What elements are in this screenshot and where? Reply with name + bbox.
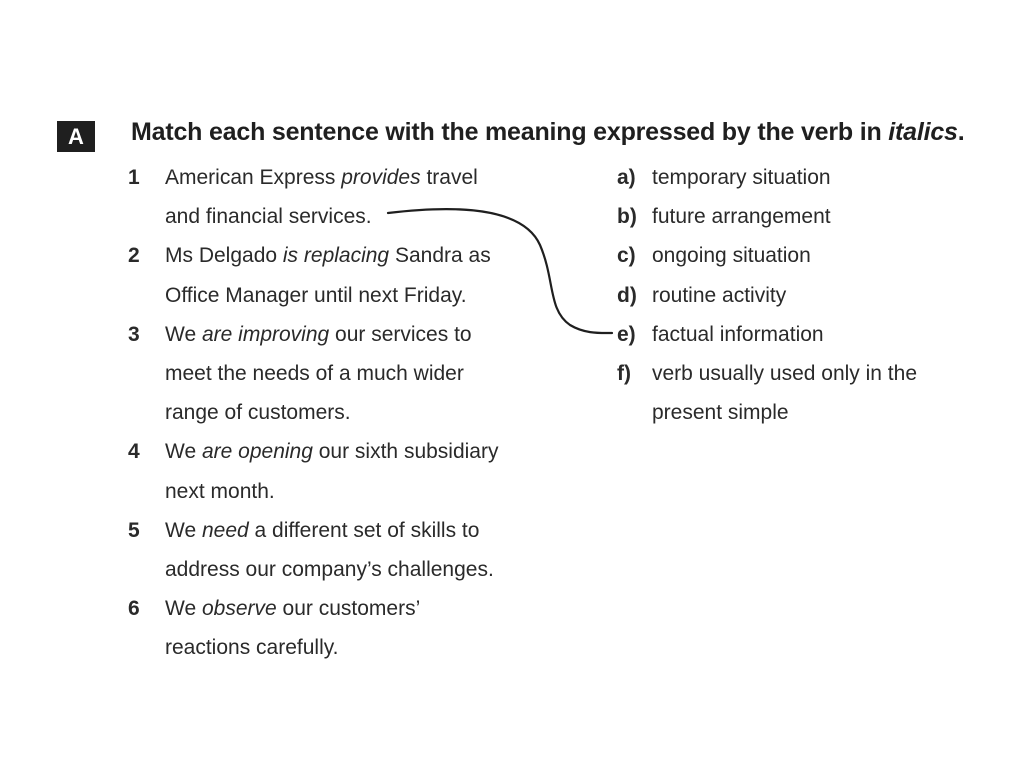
- sentence-text: address our company’s challenges.: [165, 558, 494, 581]
- sentence-text: next month.: [165, 479, 275, 503]
- meaning-letter: f): [617, 362, 631, 385]
- sentence-number: 5: [128, 518, 140, 542]
- exercise-label: A: [68, 123, 84, 149]
- italic-verb: is replacing: [282, 244, 390, 268]
- meaning-letter: b): [617, 205, 637, 229]
- sentence-text: our services to: [329, 322, 472, 346]
- meaning-letter: a): [617, 166, 636, 189]
- sentence-number: 2: [128, 244, 140, 268]
- instruction-italic-word: italics: [888, 118, 958, 146]
- sentence-text: American Express: [165, 166, 342, 189]
- meaning-text: routine activity: [652, 283, 787, 307]
- sentence-text: our customers’: [276, 597, 421, 621]
- meaning-text: ongoing situation: [652, 244, 811, 268]
- sentence-text: We: [165, 518, 202, 542]
- sentence-text: meet the needs of a much wider: [165, 362, 464, 385]
- sentence-text: travel: [420, 166, 478, 189]
- sentence-text: and financial services.: [165, 205, 372, 229]
- meaning-letter: e): [617, 322, 636, 346]
- meaning-text: temporary situation: [652, 166, 831, 189]
- sentence-text: Sandra as: [389, 244, 491, 268]
- sentence-text: our sixth subsidiary: [312, 440, 499, 464]
- meaning-text: future arrangement: [652, 205, 831, 229]
- instruction-text: Match each sentence with the meaning expressed by the verb in: [131, 118, 889, 146]
- sentence-text: a different set of skills to: [248, 518, 480, 542]
- sentence-number: 3: [128, 322, 140, 346]
- sentence-text: We: [165, 440, 202, 464]
- sentence-text: We: [165, 597, 202, 621]
- sentence-text: reactions carefully.: [165, 636, 339, 660]
- sentence-text: Ms Delgado: [165, 244, 283, 268]
- meaning-letter: c): [617, 244, 636, 268]
- sentence-text: range of customers.: [165, 401, 351, 425]
- sentence-number: 4: [128, 440, 140, 464]
- sentence-number: 6: [128, 597, 140, 621]
- italic-verb: need: [201, 518, 249, 542]
- sentence-number: 1: [128, 166, 140, 189]
- meaning-text: factual information: [652, 322, 824, 346]
- sentence-text: Office Manager until next Friday.: [165, 283, 467, 307]
- italic-verb: observe: [201, 597, 277, 621]
- instruction-period: .: [957, 118, 965, 146]
- meaning-text: present simple: [652, 401, 789, 425]
- sentence-text: We: [165, 322, 202, 346]
- italic-verb: provides: [341, 166, 421, 189]
- meaning-text: verb usually used only in the: [652, 362, 917, 385]
- meaning-letter: d): [617, 283, 637, 307]
- italic-verb: are opening: [201, 440, 313, 464]
- italic-verb: are improving: [201, 322, 330, 346]
